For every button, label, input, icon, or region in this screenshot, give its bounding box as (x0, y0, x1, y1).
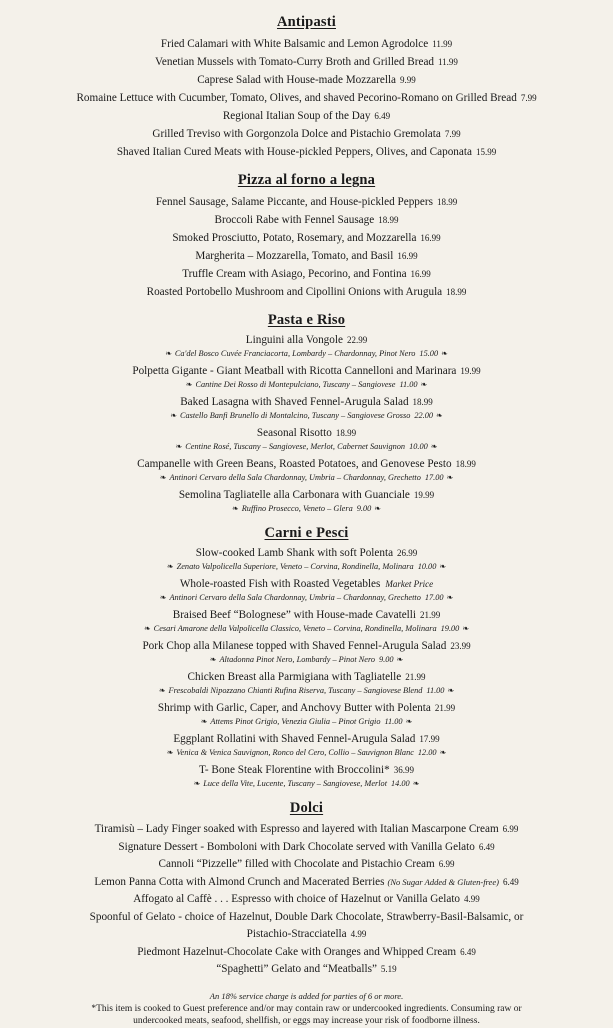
item-price: 21.99 (405, 672, 426, 682)
item-price: 6.99 (438, 859, 455, 869)
wine-pairing (10, 379, 603, 390)
menu-item (10, 821, 603, 839)
wine-pairing (10, 685, 603, 696)
menu-item (10, 701, 603, 716)
menu-item (10, 763, 603, 778)
menu-item (10, 125, 603, 143)
item-price: 18.99 (436, 197, 458, 207)
wine-price: 17.00 (424, 593, 444, 602)
fleuron-icon: ❧ (420, 380, 428, 389)
menu-item (10, 546, 603, 561)
wine-name: Ruffino Prosecco, Veneto – Glera (241, 504, 353, 513)
menu-item (10, 891, 603, 909)
item-name: Venetian Mussels with Tomato-Curry Broth and Grilled Bread (155, 56, 435, 68)
item-price: 21.99 (420, 610, 441, 620)
menu-entry (10, 333, 603, 359)
fleuron-icon: ❧ (430, 442, 438, 451)
wine-pairing (10, 503, 603, 514)
item-price: 18.99 (455, 459, 476, 469)
fleuron-icon: ❧ (143, 624, 151, 633)
menu-item (10, 732, 603, 747)
menu-entry (10, 546, 603, 572)
item-price: 26.99 (397, 548, 418, 558)
wine-name: Antinori Cervaro della Sala Chardonnay, Umbria – Chardonnay, Grechetto (169, 593, 421, 602)
menu-item-continued (10, 926, 603, 944)
item-price: 19.99 (460, 366, 481, 376)
menu-item (10, 211, 603, 229)
service-charge-note: An 18% service charge is added for parties of 6 or more. (209, 990, 404, 1001)
menu-entry (10, 763, 603, 789)
menu-entry (10, 639, 603, 665)
fleuron-icon: ❧ (166, 748, 174, 757)
wine-price: 10.00 (409, 442, 428, 451)
item-name: Slow-cooked Lamb Shank with soft Polenta (195, 547, 394, 559)
wine-price: 17.00 (424, 473, 444, 482)
menu-entry (10, 577, 603, 603)
menu-item (10, 53, 603, 71)
fleuron-icon: ❧ (436, 411, 443, 420)
item-name-line2: Pistachio-Stracciatella (246, 928, 347, 940)
item-price: 6.99 (502, 824, 519, 834)
item-price: 16.99 (397, 251, 418, 261)
item-name: Romaine Lettuce with Cucumber, Tomato, Olives, and shaved Pecorino-Romano on Grilled Bread (76, 92, 517, 104)
item-name: Roasted Portobello Mushroom and Cipollini Onions with Arugula (146, 286, 443, 298)
wine-price: 14.00 (391, 779, 410, 788)
wine-pairing (10, 410, 603, 421)
item-name: Piedmont Hazelnut-Chocolate Cake with Oranges and Whipped Cream (137, 945, 457, 958)
menu-item (10, 856, 603, 874)
item-price: 18.99 (378, 215, 399, 225)
fleuron-icon: ❧ (446, 593, 454, 602)
wine-name: Zenato Valpolicella Superiore, Veneto – Corvina, Rondinella, Molinara (176, 562, 414, 571)
menu-item (10, 944, 603, 962)
item-name: Pork Chop alla Milanese topped with Shaved Fennel-Arugula Salad (142, 640, 447, 652)
fleuron-icon: ❧ (166, 562, 174, 571)
fleuron-icon: ❧ (405, 717, 413, 726)
item-price: 36.99 (393, 765, 414, 775)
fleuron-icon: ❧ (175, 442, 183, 451)
fleuron-icon: ❧ (165, 349, 172, 358)
fleuron-icon: ❧ (447, 686, 455, 695)
wine-pairing (10, 441, 603, 452)
menu-item (10, 265, 603, 283)
item-name: Chicken Breast alla Parmigiana with Tagliatelle (187, 671, 402, 683)
section-title: Pizza al forno a legna (237, 172, 376, 188)
item-name: Margherita – Mozzarella, Tomato, and Basil (195, 250, 394, 262)
item-name: Eggplant Rollatini with Shaved Fennel-Arugula Salad (173, 733, 416, 745)
section-title: Pasta e Riso (267, 312, 346, 328)
menu-item (10, 577, 603, 592)
menu-item (10, 35, 603, 53)
wine-name: Antinori Cervaro della Sala Chardonnay, Umbria – Chardonnay, Grechetto (169, 473, 421, 482)
wine-name: Luce della Vite, Lucente, Tuscany – Sangiovese, Merlot (203, 779, 388, 788)
item-name: Cannoli “Pizzelle” filled with Chocolate and Pistachio Cream (158, 858, 435, 870)
wine-price: 11.00 (426, 686, 445, 695)
fleuron-icon: ❧ (159, 473, 167, 482)
item-name: T- Bone Steak Florentine with Broccolini* (199, 764, 390, 776)
item-note: (No Sugar Added & Gluten-free) (387, 876, 499, 887)
wine-price: 19.00 (440, 624, 460, 633)
item-price: 6.49 (460, 946, 476, 957)
menu-item (10, 961, 603, 979)
fleuron-icon: ❧ (446, 473, 454, 482)
section-title: Antipasti (276, 14, 336, 30)
wine-price: 9.00 (379, 655, 394, 664)
menu-entry (10, 488, 603, 514)
wine-pairing (10, 348, 603, 359)
fleuron-icon: ❧ (158, 686, 166, 695)
menu-item (10, 71, 603, 89)
wine-pairing (10, 747, 603, 758)
item-name: Truffle Cream with Asiago, Pecorino, and Fontina (182, 268, 407, 280)
item-name: Linguini alla Vongole (245, 334, 343, 346)
wine-price: 12.00 (417, 748, 437, 757)
section-pasta (10, 312, 603, 514)
section-carni (10, 525, 603, 789)
fleuron-icon: ❧ (209, 655, 217, 664)
item-price: 5.19 (380, 964, 397, 974)
fleuron-icon: ❧ (439, 748, 447, 757)
fleuron-icon: ❧ (159, 593, 167, 602)
item-price: 22.99 (346, 335, 368, 345)
item-price: 16.99 (420, 233, 441, 243)
item-name: Seasonal Risotto (256, 427, 332, 439)
fleuron-icon: ❧ (396, 655, 404, 664)
item-price: 21.99 (434, 703, 456, 713)
item-price: 4.99 (350, 929, 367, 939)
item-name: Caprese Salad with House-made Mozzarella (197, 74, 397, 86)
section-pizza (10, 172, 603, 301)
item-price: 18.99 (446, 287, 467, 297)
item-name: Lemon Panna Cotta with Almond Crunch and Macerated Berries (94, 875, 385, 888)
disclaimer-line: undercooked meats, seafood, shellfish, or eggs may increase your risk of foodborne illness. (133, 1016, 480, 1026)
menu-item (10, 283, 603, 301)
fleuron-icon: ❧ (232, 504, 239, 513)
wine-name: Attems Pinot Grigio, Venezia Giulia – Pinot Grigio (210, 717, 381, 726)
wine-price: 11.00 (384, 717, 403, 726)
item-price: 18.99 (335, 428, 357, 438)
item-name: Regional Italian Soup of the Day (222, 110, 371, 122)
fleuron-icon: ❧ (170, 411, 177, 420)
item-price: 6.49 (374, 111, 391, 121)
item-name: Fennel Sausage, Salame Piccante, and House-pickled Peppers (155, 196, 433, 208)
item-price: 6.49 (502, 876, 519, 887)
menu-entry (10, 701, 603, 727)
wine-pairing (10, 654, 603, 665)
disclaimer-line: *This item is cooked to Guest preference and/or may contain raw or undercooked ingredients. Consuming raw or (91, 1003, 522, 1014)
fleuron-icon: ❧ (441, 349, 448, 358)
wine-pairing (10, 623, 603, 634)
menu-item (10, 457, 603, 472)
item-name: Grilled Treviso with Gorgonzola Dolce and Pistachio Gremolata (152, 128, 441, 140)
wine-name: Cesari Amarone della Valpolicella Classico, Veneto – Corvina, Rondinella, Molinara (153, 624, 437, 633)
menu-item (10, 364, 603, 379)
menu-entry (10, 670, 603, 696)
item-name: Whole-roasted Fish with Roasted Vegetables (179, 578, 381, 590)
wine-pairing (10, 561, 603, 572)
item-name: Shrimp with Garlic, Caper, and Anchovy Butter with Polenta (157, 702, 431, 714)
item-price: 18.99 (412, 397, 433, 407)
item-name: Baked Lasagna with Shaved Fennel-Arugula Salad (180, 396, 409, 408)
item-name: Fried Calamari with White Balsamic and Lemon Agrodolce (160, 38, 429, 50)
wine-price: 15.00 (419, 349, 439, 358)
menu-item (10, 670, 603, 685)
menu-item (10, 426, 603, 441)
menu-item (10, 839, 603, 857)
menu-item (10, 608, 603, 623)
item-name: Smoked Prosciutto, Potato, Rosemary, and Mozzarella (172, 232, 417, 244)
menu-entry (10, 457, 603, 483)
menu-item (10, 488, 603, 503)
menu-item (10, 874, 603, 892)
fleuron-icon: ❧ (374, 504, 381, 513)
fleuron-icon: ❧ (185, 380, 193, 389)
menu-entry (10, 364, 603, 390)
wine-pairing (10, 716, 603, 727)
item-price: 23.99 (450, 641, 471, 651)
food-safety-disclaimer (10, 1003, 603, 1028)
wine-name: Cantine Dei Rosso di Montepulciano, Tuscany – Sangiovese (195, 380, 396, 389)
wine-price: 10.00 (417, 562, 437, 571)
menu-item (10, 107, 603, 125)
fleuron-icon: ❧ (439, 562, 447, 571)
wine-name: Frescobaldi Nipozzano Chianti Rufina Riserva, Tuscany – Sangiovese Blend (168, 686, 423, 695)
item-price: 11.99 (438, 57, 458, 67)
item-name: Tiramisù – Lady Finger soaked with Espresso and layered with Italian Mascarpone Cream (94, 823, 499, 835)
fleuron-icon: ❧ (412, 779, 420, 788)
wine-pairing (10, 592, 603, 603)
item-name: Polpetta Gigante - Giant Meatball with Ricotta Cannelloni and Marinara (132, 365, 457, 377)
wine-name: Ca'del Bosco Cuvée Franciacorta, Lombardy – Chardonnay, Pinot Nero (174, 349, 416, 358)
section-title: Dolci (289, 800, 324, 816)
item-name: Affogato al Caffè . . . Espresso with choice of Hazelnut or Vanilla Gelato (133, 893, 461, 905)
menu-entry (10, 608, 603, 634)
item-name: Campanelle with Green Beans, Roasted Potatoes, and Genovese Pesto (137, 458, 452, 470)
menu-item (10, 143, 603, 161)
section-title: Carni e Pesci (264, 525, 349, 541)
item-name: Spoonful of Gelato - choice of Hazelnut, Double Dark Chocolate, Strawberry-Basil-Balsamic, or (89, 910, 524, 923)
section-antipasti (10, 14, 603, 161)
wine-price: 9.00 (356, 504, 372, 513)
item-name: Signature Dessert - Bomboloni with Dark Chocolate served with Vanilla Gelato (118, 840, 475, 853)
item-price: 16.99 (410, 269, 431, 279)
wine-price: 11.00 (399, 380, 418, 389)
item-price: 7.99 (444, 129, 461, 139)
item-name: Shaved Italian Cured Meats with House-pickled Peppers, Olives, and Caponata (116, 146, 472, 158)
menu-item (10, 247, 603, 265)
menu-item (10, 89, 603, 107)
item-price: 17.99 (419, 734, 440, 744)
item-price: 7.99 (520, 93, 537, 103)
item-price: 4.99 (464, 894, 480, 904)
item-name: “Spaghetti” Gelato and “Meatballs” (216, 963, 377, 975)
menu-entry (10, 395, 603, 421)
wine-name: Centine Rosé, Tuscany – Sangiovese, Merlot, Cabernet Sauvignon (185, 442, 406, 451)
menu-item (10, 639, 603, 654)
wine-pairing (10, 778, 603, 789)
item-name: Braised Beef “Bolognese” with House-made Cavatelli (172, 609, 416, 621)
item-price: 9.99 (400, 75, 416, 85)
menu-entry (10, 732, 603, 758)
item-price: 6.49 (478, 841, 495, 852)
item-name: Broccoli Rabe with Fennel Sausage (214, 214, 375, 226)
item-price: 15.99 (475, 147, 497, 157)
menu-item (10, 395, 603, 410)
menu-item (10, 333, 603, 348)
menu-item (10, 193, 603, 211)
fleuron-icon: ❧ (193, 779, 201, 788)
wine-name: Castello Banfi Brunello di Montalcino, Tuscany – Sangiovese Grosso (179, 411, 411, 420)
wine-pairing (10, 472, 603, 483)
menu-entry (10, 426, 603, 452)
section-dolci (10, 800, 603, 1028)
fleuron-icon: ❧ (462, 624, 470, 633)
item-price: 11.99 (432, 39, 453, 49)
menu-item (10, 229, 603, 247)
wine-name: Altadonna Pinot Nero, Lombardy – Pinot Nero (219, 655, 376, 664)
wine-name: Venica & Venica Sauvignon, Ronco del Cero, Collio – Sauvignon Blanc (176, 748, 414, 757)
item-name: Semolina Tagliatelle alla Carbonara with Guanciale (178, 489, 410, 501)
fleuron-icon: ❧ (200, 717, 208, 726)
item-market-price: Market Price (385, 579, 434, 589)
item-price: 19.99 (413, 490, 435, 500)
menu-item (10, 909, 603, 927)
wine-price: 22.00 (414, 411, 434, 420)
